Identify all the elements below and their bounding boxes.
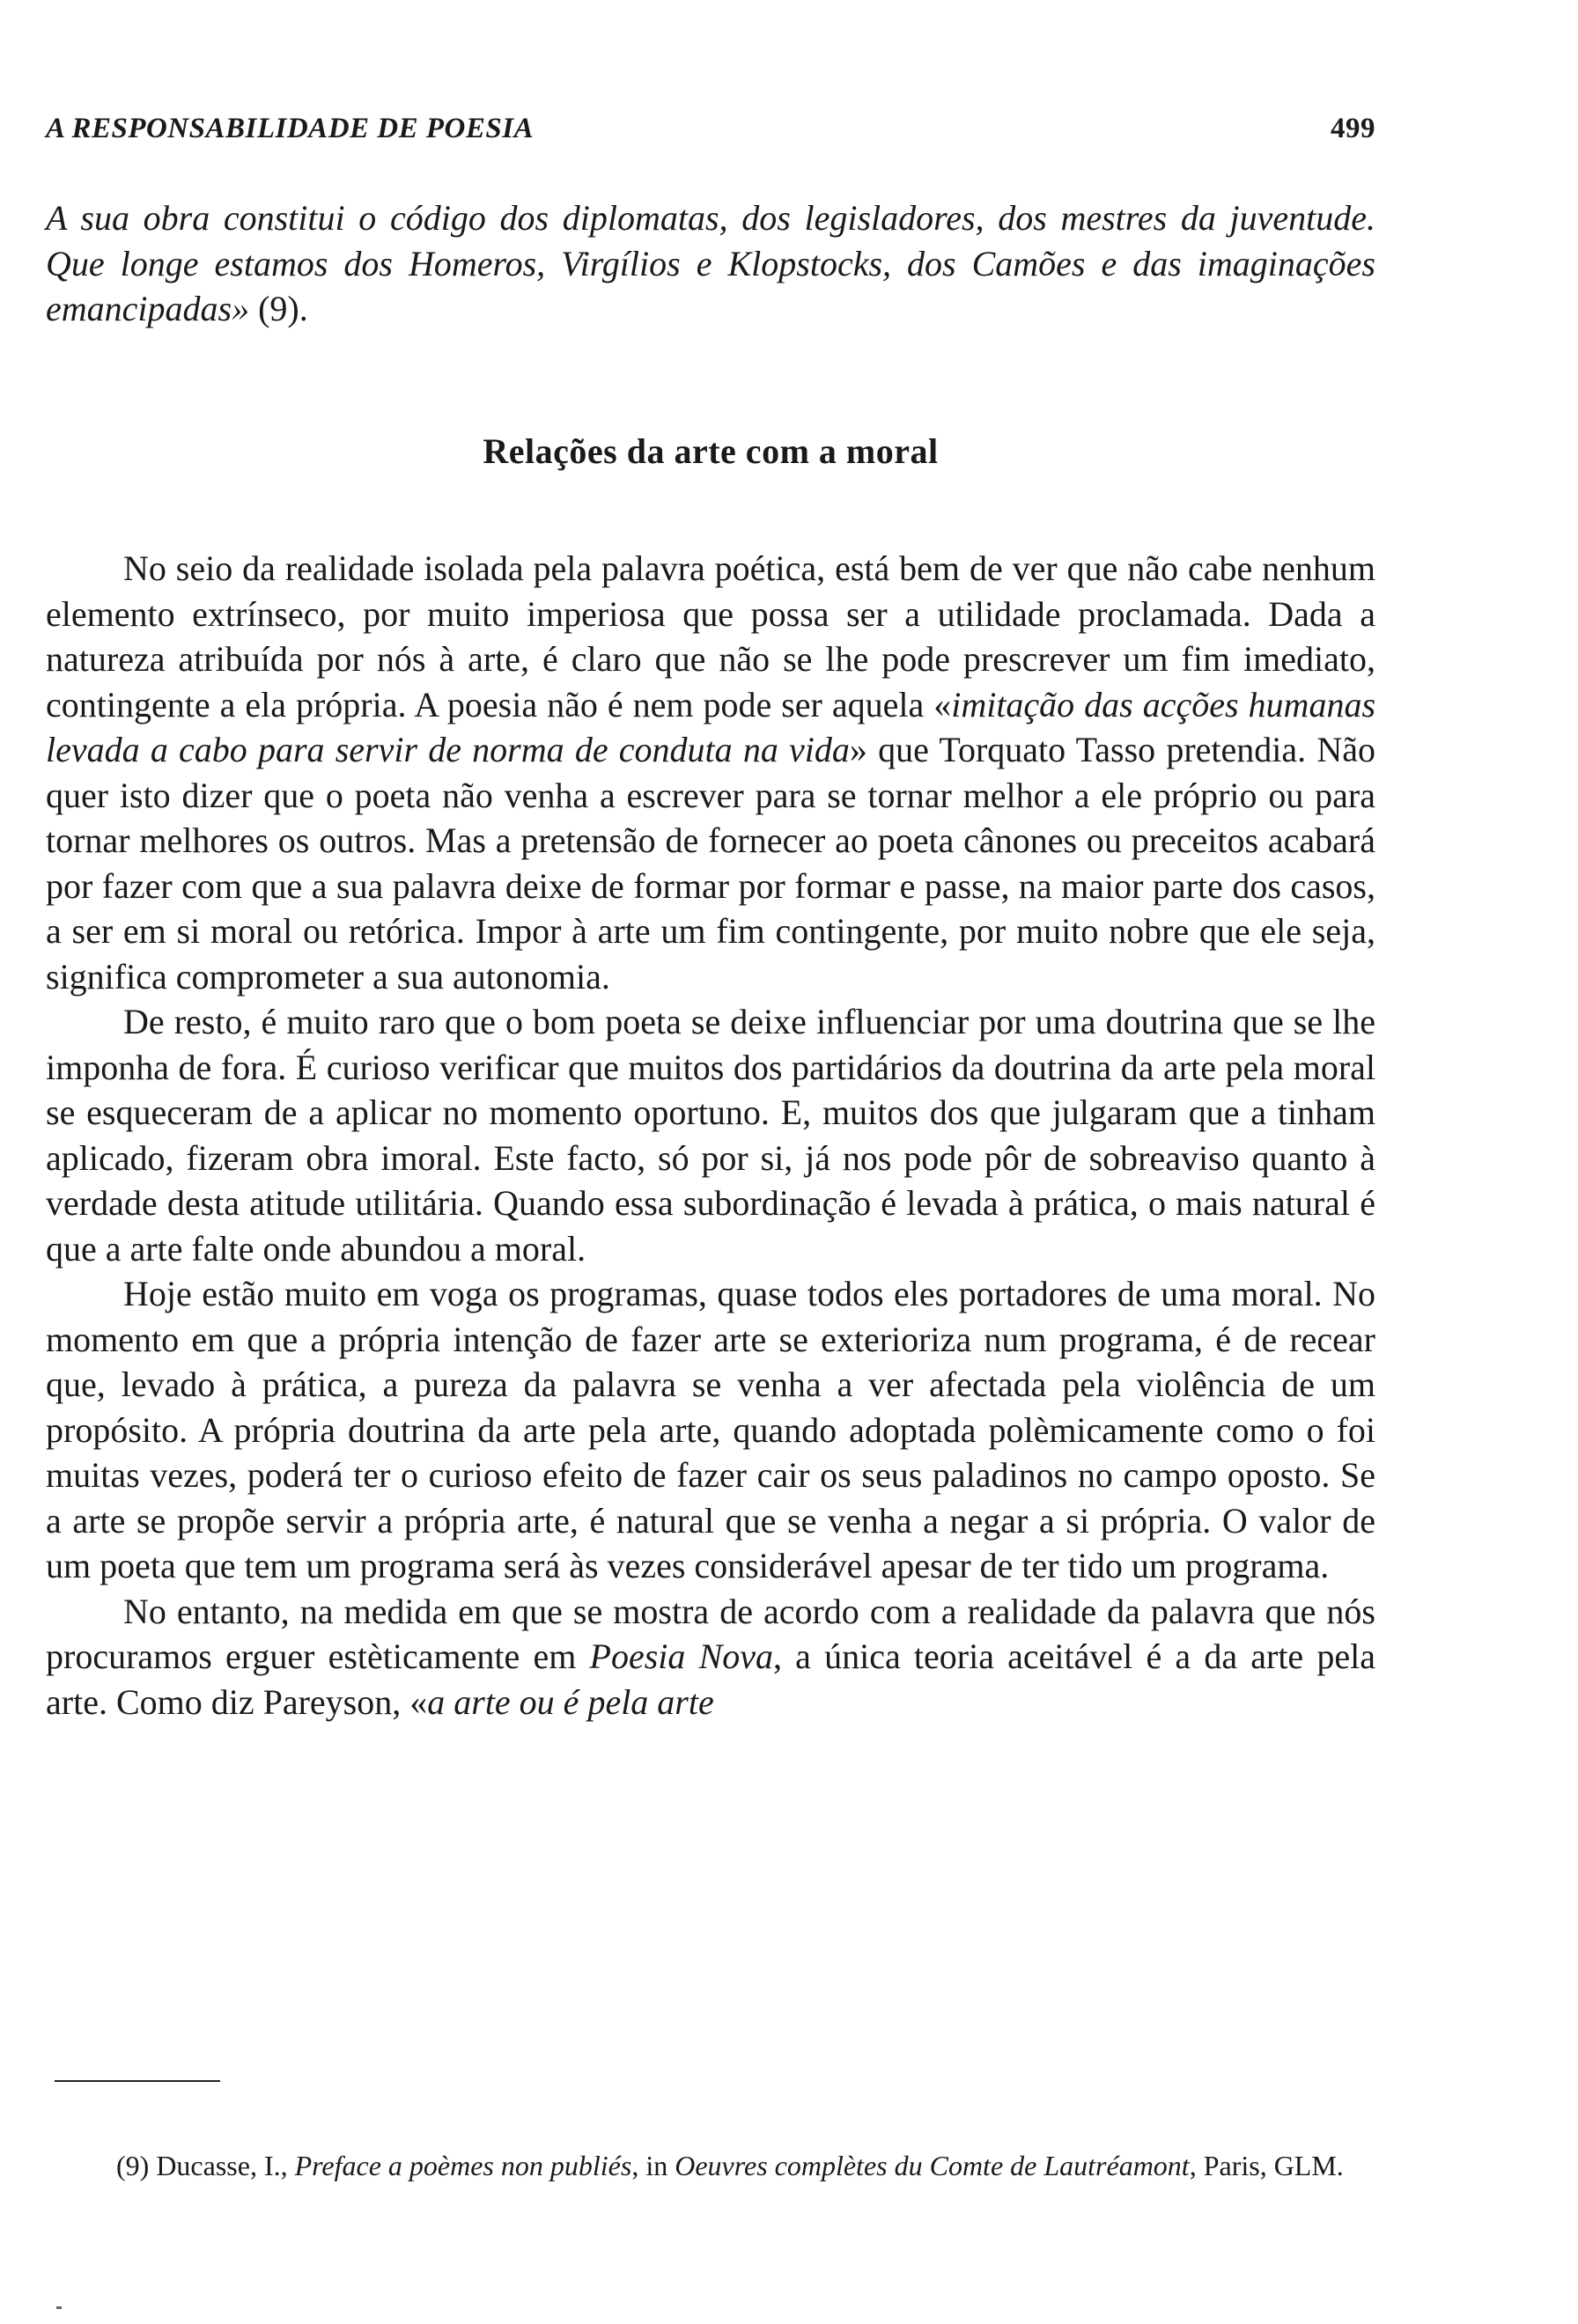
running-title: A RESPONSABILIDADE DE POESIA (46, 113, 535, 144)
section-heading: Relações da arte com a moral (483, 430, 939, 471)
quote-continuation (46, 195, 1375, 332)
body-text (46, 195, 1375, 1725)
tasso-quote: imitação das acções humanas levada a cabo para servir de norma de conduta na vida (46, 684, 1376, 769)
page-number: 499 (1331, 113, 1375, 144)
poesia-nova-title: Poesia Nova (589, 1636, 773, 1676)
footnote-place: , Paris, GLM. (1189, 2150, 1344, 2181)
paragraph-4-text-a: No entanto, na medida em que se mostra de acordo com a realidade da palavra que nós procuramos erguer estèticamente em (46, 1591, 1375, 1676)
paragraph-4 (46, 1589, 1375, 1725)
paragraph-1 (46, 546, 1375, 999)
footnote-divider (55, 2080, 220, 2082)
paragraph-1-text-b: » que Torquato Tasso pretendia. Não quer isto dizer que o poeta não venha a escrever para se tornar melhor a ele próprio ou para tornar melhores os outros. Mas a pretensão de fornecer ao poeta cânones ou preceitos acabará por fazer com que a sua palavra deixe de formar por formar e passe, na maior parte dos casos, a ser em si moral ou retórica. Impor à arte um fim contingente, por muito nobre que ele seja, significa comprometer a sua autonomia. (46, 730, 1375, 997)
footnote-collection-title: Oeuvres complètes du Comte de Lautréamont (675, 2150, 1190, 2181)
paragraph-1-text-a: No seio da realidade isolada pela palavra poética, está bem de ver que não cabe nenhum elemento extrínseco, por muito imperiosa que possa ser a utilidade proclamada. Dada a natureza atribuída por nós à arte, é claro que não se lhe pode prescrever um fim imediato, contingente a ela própria. A poesia não é nem pode ser aquela « (46, 548, 1375, 724)
footnote-author: Ducasse, I., (149, 2150, 295, 2181)
footnote-9 (46, 2146, 1375, 2185)
footnote-marker: (9) (116, 2150, 150, 2181)
footnote-work-title: Preface a poèmes non publiés (294, 2150, 632, 2181)
paragraph-4-text-b: , a única teoria aceitável é a da arte pela arte. Como diz Pareyson, « (46, 1636, 1375, 1722)
footnote (46, 2146, 1375, 2185)
running-head (46, 113, 1375, 145)
footnote-reference: (9). (249, 289, 308, 328)
footnote-in: , in (631, 2150, 675, 2181)
scan-speck (56, 2306, 62, 2309)
pareyson-quote: a arte ou é pela arte (427, 1681, 714, 1722)
paragraph-2: De resto, é muito raro que o bom poeta se deixe influenciar por uma doutrina que se lhe imponha de fora. É curioso verificar que muitos dos partidários da doutrina da arte pela moral se esqueceram de a aplicar no momento oportuno. E, muitos dos que julgaram que a tinham aplicado, fizeram obra imoral. Este facto, só por si, já nos pode pôr de sobreaviso quanto à verdade desta atitude utilitária. Quando essa subordinação é levada à prática, o mais natural é que a arte falte onde abundou a moral. (46, 1002, 1375, 1269)
paragraph-3: Hoje estão muito em voga os programas, quase todos eles portadores de uma moral. No momento em que a própria intenção de fazer arte se exterioriza num programa, é de recear que, levado à prática, a pureza da palavra se venha a ver afectada pela violência de um propósito. A própria doutrina da arte pela arte, quando adoptada polèmicamente como o foi muitas vezes, poderá ter o curioso efeito de fazer cair os seus paladinos no campo oposto. Se a arte se propõe servir a própria arte, é natural que se venha a negar a si própria. O valor de um poeta que tem um programa será às vezes considerável apesar de ter tido um programa. (46, 1274, 1375, 1585)
quote-text: A sua obra constitui o código dos diplomatas, dos legisladores, dos mestres da juventude. Que longe estamos dos Homeros, Virgílios e Klopstocks, dos Camões e das imaginações emancipadas» (46, 198, 1375, 328)
